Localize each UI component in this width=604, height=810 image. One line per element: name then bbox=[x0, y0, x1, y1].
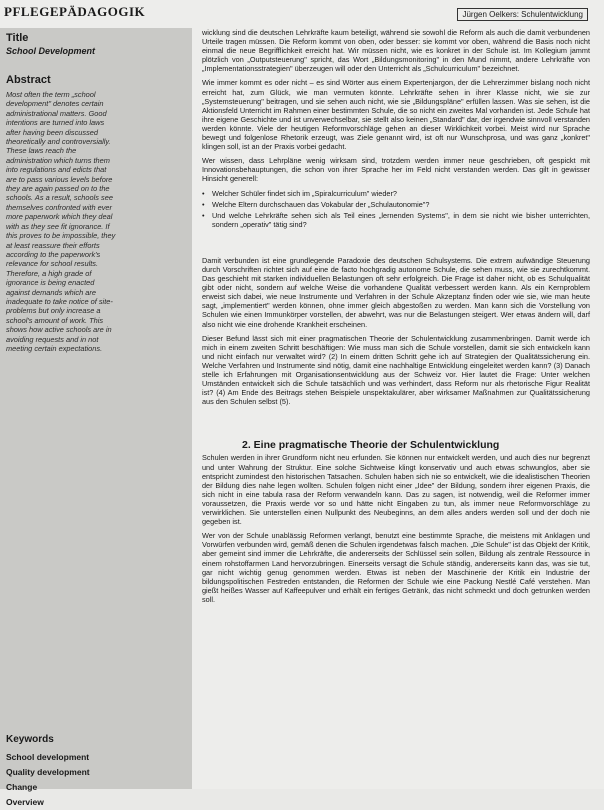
spacer bbox=[202, 234, 590, 256]
keyword-item: Overview bbox=[6, 797, 44, 807]
paragraph: Schulen werden in ihrer Grundform nicht neu erfunden. Sie können nur entwickelt werden, und auch dies nur begrenzt und unter Wahrung der Struktur. Eine solche Sichtweise klingt konservativ und auch etwas schwunglos, aber sie entspricht zumindest den historischen Tatsachen. Schulen haben sich nie so entwickelt, wie die idealistischen Theorien der Bildung dies nahe legen wollten. Schulen folgen nicht einer „Idee" der Bildung, sondern ihrer eigenen Praxis, die sich nicht in eine tabula rasa der Reform verwandeln kann. Das zu sagen, ist notwendig, weil die Reformer immer voraussetzen, die Praxis werde vor so und hätte nicht Eingaben zu tun, als immer neue Reformvorschläge zu verwirklichen. Sie unterstellen einen Nullpunkt des Neubeginns, an dem alles anders werden soll und der doch nie gegeben ist. bbox=[202, 453, 590, 527]
paragraph: Damit verbunden ist eine grundlegende Paradoxie des deutschen Schulsystems. Die extrem aufwändige Steuerung durch Vorschriften richtet sich auf eine de facto hochgradig autonome Schule, die sehen muss, wie sie zurechtkommt. Das geschieht mit starken individuellen Belastungen oft sehr erfolgreich. Die Frage ist daher nicht, ob es Schulqualität gibt oder nicht, sondern auf welche Weise die vorhandene Qualität verbessert werden kann. Als ein Kernproblem erweist sich dabei, wie neue Instrumente und Verfahren in der Schule Akzeptanz finden oder wie sie, wie man heute sagt, „implementiert" werden können, ohne immer gleich abgestoßen zu werden. Man kann sich die Vorstellung von Schulen wie einen Immunkörper vorstellen, der abwehrt, was nur die Belastungen steigert. Wer etwas ändern will, darf also nicht wie eine drohende Krankheit erscheinen. bbox=[202, 255, 590, 329]
abstract-heading: Abstract bbox=[6, 74, 51, 86]
paragraph: Dieser Befund lässt sich mit einer pragmatischen Theorie der Schulentwicklung zusammenbringen. Damit werde ich mich in einem zweiten Schritt beschäftigen: Wie muss man sich die Schule vorstellen, damit sie sich entwickeln kann und nicht einfach nur verwaltet wird? (2) In einem dritten Schritt gehe ich auf Strategien der Qualitätssicherung ein. Welche Verfahren und Instrumente sind nötig, damit eine nachhaltige Entwicklung eingeleitet werden kann? (3) Danach stelle ich Erfahrungen mit Organisationsentwicklung aus der Schweiz vor. Hier lautet die Frage: Unter welchen Umständen entwickelt sich die Schule tatsächlich und was verhindert, dass Reform nur als rhetorische Figur Realität ist? (4) Am Ende des Beitrags stehen Beispiele unspektakulärer, aber wirksamer Maßnahmen zur Qualitätssicherung aus den Schulen selbst (5). bbox=[202, 333, 590, 407]
paragraph: Wer wissen, dass Lehrpläne wenig wirksam sind, trotzdem werden immer neue geschrieben, oft gespickt mit Innovationsbehauptungen, die schon von ihrer Sprache her im Feld nicht verstanden werden. Das gilt in gewisser Hinsicht generell: bbox=[202, 156, 590, 184]
paragraph: Wer von der Schule unablässig Reformen verlangt, benutzt eine bestimmte Sprache, die meistens mit Anklagen und Vorwürfen verbunden wird, gemäß denen die Schulen irgendetwas falsch machen. „Die Schule" ist das Objekt der Kritik, aber gemeint sind immer die Lehrkräfte, die andererseits der Schlüssel sein sollen, Bildung als zentrale Ressource in einem rohstoffarmen Land hervorzubringen. Einerseits versagt die Schule ständig, andererseits kann das, was sie tut, gar nicht wichtig genug genommen werden. Etwas ist neben der Maschinerie der Kritik ein Industrie der bildungspolitischen Festreden entstanden, die Reformen der Schule wie eine Packung Nestlé Café verstehen. Man gießt heißes Wasser auf Kaffeepulver und erhält ein fertiges Getränk, das nicht schmeckt und doch getrunken werden soll. bbox=[202, 531, 590, 604]
spacer bbox=[202, 411, 590, 441]
main-text-column bbox=[202, 28, 590, 609]
keyword-item: Quality development bbox=[6, 767, 90, 777]
running-head: Jürgen Oelkers: Schulentwicklung bbox=[457, 8, 588, 21]
bullet-item: • Welcher Schüler findet sich im „Spiralcurriculum" wieder? bbox=[202, 189, 590, 198]
bullet-item: • Welche Eltern durchschauen das Vokabular der „Schulautonomie"? bbox=[202, 200, 590, 209]
keywords-heading: Keywords bbox=[6, 734, 54, 745]
journal-title: PFLEGEPÄDAGOGIK bbox=[4, 4, 146, 19]
bullet-item: • Und welche Lehrkräfte sehen sich als Teil eines „lernenden Systems", in dem sie nicht wie bisher unterrichten, sondern „operativ" tätig sind? bbox=[202, 211, 590, 229]
section-heading: 2. Eine pragmatische Theorie der Schulentwicklung bbox=[242, 439, 500, 452]
paragraph: Wie immer kommt es oder nicht – es sind Wörter aus einem Expertenjargon, der die Lehrerzimmer bislang noch nicht erreicht hat, zum Glück, wie man vermuten könnte. Lehrkräfte sehen in ihrer Klasse nicht, wie sie zur „Systemsteuerung" beitragen, und sie sehen auch nicht, wie sie „Bildungspläne" erfüllen lassen. Was sie sehen, ist die Aktionsfeld Unterricht im Rahmen einer bestimmten Schule, die so nicht ein zweites Mal vorhanden ist. Jede Schule hat ihre eigene Geschichte und ist unverwechselbar, sie stellt also keinen „Standard" dar, der irgendwie sinnvoll verstanden werden könnte. Viele der heutigen Reformvorschläge gehen an dieser Wirklichkeit vorbei. Meist wird nur Sprache bewegt und folgenlose Rhetorik erzeugt, was Ziele genannt wird, ist oft nur Wunschprosa, und was ganz „konkret" klingen soll, ist an der Praxis vorbei gedacht. bbox=[202, 78, 590, 152]
title-value: School Development bbox=[6, 46, 96, 56]
keyword-item: School development bbox=[6, 752, 90, 762]
keyword-item: Change bbox=[6, 782, 38, 792]
abstract-text: Most often the term „school development" denotes certain administrational matters. Good intentions are turned into laws after having been discussed theoretically and controversially. These laws reach the administration which turns them into regulations and edicts that are to pass various levels before they are again passed on to the schools. As a result, schools see themselves confronted with ever more paperwork which they deal with as they see fit ignorance. If this proves to be impossible, they at least reassure their efforts according to the paperwork's relevance for school results. Therefore, a high grade of ignorance is being enacted against demands which are inadequate to take notice of site-problems but only increase a school's amount of work. This shows how active schools are in avoiding requests and in not meeting certain expectations. bbox=[6, 90, 116, 353]
keywords-list bbox=[6, 750, 90, 810]
sidebar bbox=[0, 28, 192, 807]
title-label: Title bbox=[6, 32, 29, 44]
paragraph: wicklung sind die deutschen Lehrkräfte kaum beteiligt, während sie sowohl die Reform als auch die damit verbundenen Urteile tragen müssen. Die Reform kommt von oben, oder besser: sie kommt vor oben, während die Basis noch nicht einmal die neue Begrifflichkeit erreicht hat. Wir müssen nicht, wie es konkret in der Schule ist. Im Kollegium jammt plötzlich von „Outputsteuerung" spricht, das Wort „Bildungsmonitoring" in den Mund nimmt, andere Lehrkräfte von „Implementationsstrategien" überzeugen will oder den Unterricht als „Schulcurriculum" bezeichnet. bbox=[202, 28, 590, 74]
bullet-list bbox=[202, 189, 590, 229]
